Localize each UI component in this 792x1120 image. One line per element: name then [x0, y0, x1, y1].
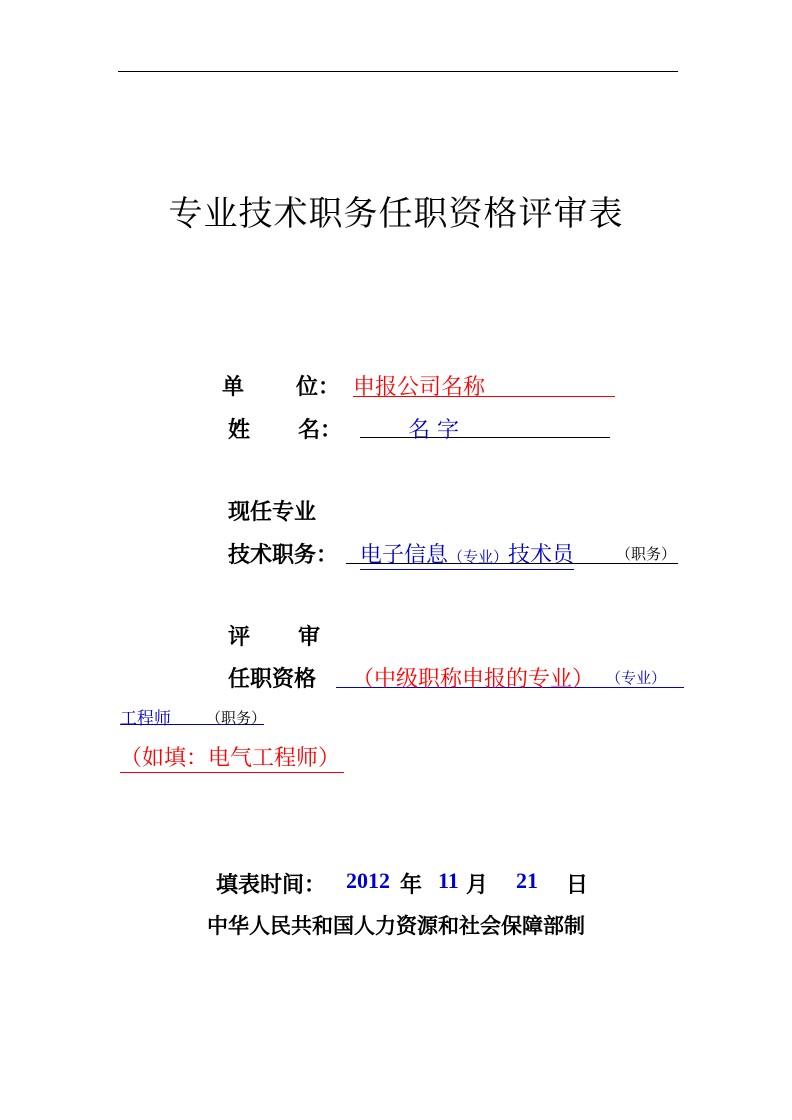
current-value-main-text: 电子信息: [360, 543, 449, 568]
review-label-a: 评: [228, 624, 251, 650]
name-label-a: 姓: [228, 417, 251, 443]
date-month: 11: [438, 868, 459, 893]
unit-value: [353, 370, 615, 400]
review-label-line2: 任职资格: [228, 666, 317, 692]
date-label: 填表时间：: [216, 872, 327, 898]
review-field: [336, 662, 684, 692]
date-day-unit: 日: [566, 872, 589, 898]
date-day: 21: [516, 868, 538, 893]
current-value-paren: （专业）: [448, 548, 509, 566]
unit-value-text: 申报公司名称: [353, 375, 486, 400]
review-line3: [120, 704, 267, 729]
review-example: （如填：电气工程师）: [120, 741, 344, 773]
unit-label-a: 单: [222, 374, 245, 400]
current-value-suffix: （职务）: [616, 545, 677, 563]
name-field: [360, 413, 610, 443]
issuer-footer: 中华人民共和国人力资源和社会保障部制: [207, 913, 585, 938]
date-month-unit: 月: [466, 872, 489, 898]
header-rule: [118, 71, 678, 72]
name-value: 名 字: [408, 418, 459, 443]
current-label-line1: 现任专业: [228, 499, 317, 525]
current-value-title: 技术员: [508, 543, 575, 568]
current-label-line2: 技术职务：: [228, 542, 339, 568]
review-line3-suffix: （职务）: [206, 709, 267, 727]
review-line3-title: 工程师: [120, 709, 171, 729]
review-label-b: 审: [298, 624, 321, 650]
current-field: [346, 538, 678, 568]
review-value-main: （中级职称申报的专业）: [352, 667, 595, 692]
date-year-unit: 年: [400, 872, 423, 898]
unit-label-b: 位：: [296, 374, 341, 400]
date-year: 2012: [346, 868, 390, 893]
review-value-paren: （专业）: [606, 669, 667, 687]
name-label-b: 名：: [298, 417, 343, 443]
current-value-main: [360, 538, 574, 570]
page-title: 专业技术职务任职资格评审表: [168, 194, 624, 234]
